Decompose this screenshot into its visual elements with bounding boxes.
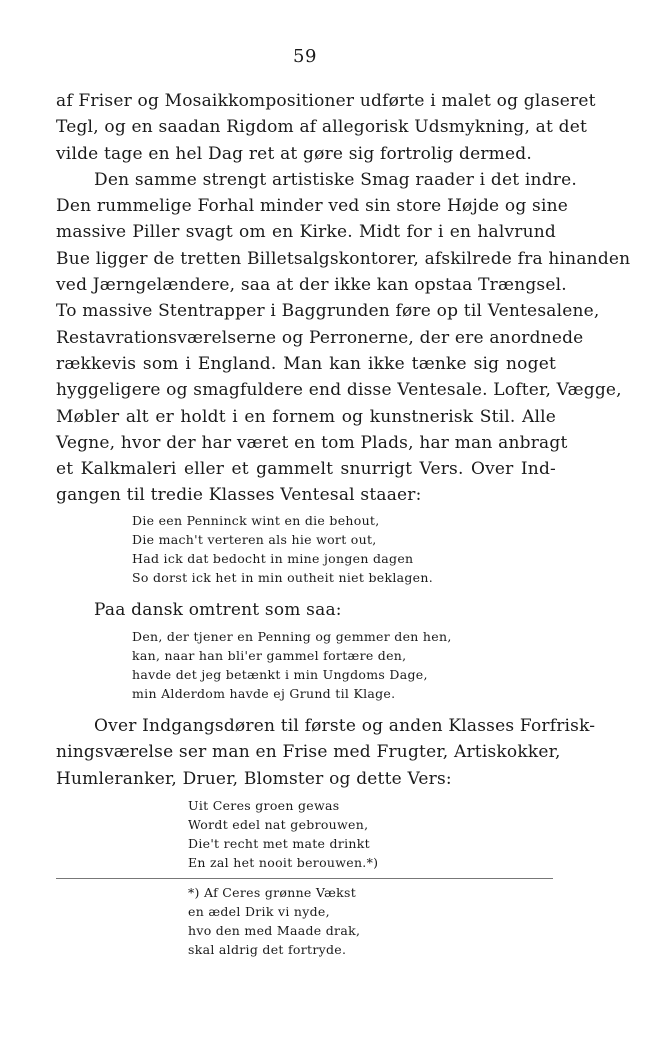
verse-line: Wordt edel nat gebrouwen, bbox=[188, 816, 369, 832]
text-line: Humleranker, Druer, Blomster og dette Vers: bbox=[56, 768, 452, 789]
text-line: Restavrationsværelserne og Perronerne, der ere anordnede bbox=[56, 327, 584, 348]
text-line: Den rummelige Forhal minder ved sin store Højde og sine bbox=[56, 196, 568, 217]
verse-line: Had ick dat bedocht in mine jongen dagen bbox=[132, 550, 414, 566]
text-line: Vegne, hvor der har været en tom Plads, har man anbragt bbox=[56, 432, 568, 453]
paragraph-2 bbox=[56, 167, 631, 509]
text-line: To massive Stentrapper i Baggrunden føre op til Ventesalene, bbox=[56, 301, 600, 322]
dutch-verse-2 bbox=[56, 796, 556, 872]
text-line: Tegl, og en saadan Rigdom af allegorisk Udsmykning, at det bbox=[56, 117, 588, 138]
paragraph-3 bbox=[56, 713, 596, 792]
paragraph-1 bbox=[56, 88, 596, 167]
danish-verse bbox=[56, 627, 556, 703]
verse-line: Die't recht met mate drinkt bbox=[188, 835, 370, 851]
text-line: Den samme strengt artistiske Smag raader i det indre. bbox=[94, 169, 577, 190]
footnote-line: en ædel Drik vi nyde, bbox=[188, 903, 330, 919]
verse-line: Die mach't verteren als hie wort out, bbox=[132, 531, 377, 547]
footnote-line: hvo den med Maade drak, bbox=[188, 922, 361, 938]
text-line: vilde tage en hel Dag ret at gøre sig fortrolig dermed. bbox=[56, 143, 532, 164]
text-line: af Friser og Mosaikkompositioner udførte i malet og glaseret bbox=[56, 91, 596, 111]
verse-line: Die een Penninck wint en die behout, bbox=[132, 512, 380, 528]
text-line: gangen til tredie Klasses Ventesal staaer: bbox=[56, 485, 422, 506]
text-line: ningsværelse ser man en Frise med Frugter, Artiskokker, bbox=[56, 742, 561, 763]
verse-line: kan, naar han bli'er gammel fortære den, bbox=[132, 648, 407, 664]
text-line: Bue ligger de tretten Billetsalgskontorer, afskilrede fra hinanden bbox=[56, 248, 631, 269]
verse-line: En zal het nooit berouwen.*) bbox=[188, 854, 379, 870]
text-line: massive Piller svagt om en Kirke. Midt for i en halvrund bbox=[56, 222, 556, 243]
text-line: hyggeligere og smagfuldere end disse Ventesale. Lofter, Vægge, bbox=[56, 380, 622, 401]
footnote-line: skal aldrig det fortryde. bbox=[188, 941, 347, 957]
text-line: Møbler alt er holdt i en fornem og kunstnerisk Stil. Alle bbox=[56, 406, 556, 427]
footnote-line: *) Af Ceres grønne Vækst bbox=[188, 884, 357, 900]
dutch-verse-1 bbox=[56, 511, 556, 587]
text-line: rækkevis som i England. Man kan ikke tænke sig noget bbox=[56, 353, 556, 374]
text-line: et Kalkmaleri eller et gammelt snurrigt Vers. Over Ind- bbox=[56, 459, 556, 480]
verse-line: min Alderdom havde ej Grund til Klage. bbox=[132, 686, 396, 702]
footnote bbox=[56, 883, 556, 959]
verse-line: Den, der tjener en Penning og gemmer den hen, bbox=[132, 629, 452, 645]
verse-line: havde det jeg betænkt i min Ungdoms Dage, bbox=[132, 667, 428, 683]
page-body bbox=[56, 88, 631, 959]
verse-line: So dorst ick het in min outheit niet beklagen. bbox=[132, 569, 433, 585]
footnote-rule bbox=[56, 878, 553, 879]
text-line: ved Jærngelændere, saa at der ikke kan opstaa Trængsel. bbox=[56, 275, 567, 296]
page-number: 59 bbox=[293, 46, 317, 67]
verse-line: Uit Ceres groen gewas bbox=[188, 797, 340, 813]
text-line: Over Indgangsdøren til første og anden Klasses Forfrisk- bbox=[94, 716, 596, 737]
paa-dansk-line: Paa dansk omtrent som saa: bbox=[94, 599, 342, 620]
